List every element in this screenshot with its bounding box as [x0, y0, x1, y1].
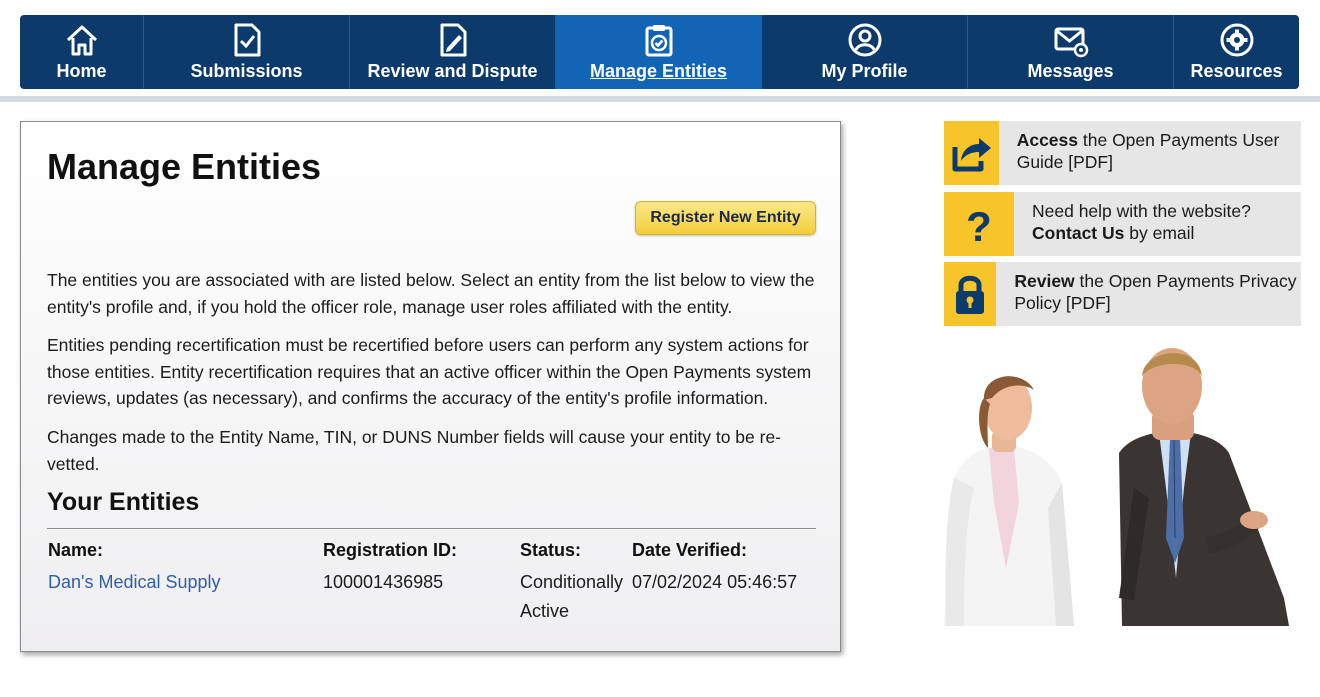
nav-resources-label: Resources — [1190, 61, 1283, 81]
entity-row-name — [48, 568, 221, 597]
your-entities-heading: Your Entities — [47, 488, 200, 516]
privacy-policy-link[interactable] — [944, 262, 1301, 326]
nav-messages-label: Messages — [1027, 61, 1114, 81]
entity-registration-id: 100001436985 — [323, 572, 444, 592]
register-new-entity-button[interactable]: Register New Entity — [635, 201, 816, 235]
entity-status: Conditionally Active — [520, 572, 624, 621]
gear-icon — [1218, 21, 1256, 59]
nav-submissions[interactable] — [144, 15, 350, 89]
user-guide-rest: the Open Payments User Guide [PDF] — [1016, 130, 1280, 172]
main-navigation — [20, 15, 1299, 89]
nav-review-dispute[interactable] — [350, 15, 556, 89]
nav-home[interactable] — [20, 15, 144, 89]
privacy-policy-text — [996, 262, 1301, 326]
nav-review-dispute-label: Review and Dispute — [367, 61, 538, 81]
svg-text:?: ? — [966, 203, 992, 248]
privacy-policy-bold: Review — [1014, 271, 1075, 291]
column-header-name: Name: — [48, 540, 104, 560]
user-guide-bold: Access — [1016, 130, 1079, 150]
user-circle-icon — [846, 21, 884, 59]
entity-date-verified: 07/02/2024 05:46:57 — [632, 572, 798, 592]
nav-submissions-label: Submissions — [190, 61, 303, 81]
column-header-registration-id: Registration ID: — [323, 540, 458, 560]
intro-paragraph: The entities you are associated with are listed below. Select an entity from the list below to view the entity's profile and, if you hold the officer role, manage user roles affiliated with the entity. — [47, 270, 815, 317]
nav-my-profile-label: My Profile — [821, 61, 908, 81]
contact-us-line1: Need help with the website? — [1032, 201, 1251, 221]
nav-manage-entities-label: Manage Entities — [589, 61, 728, 81]
nav-my-profile[interactable] — [762, 15, 968, 89]
section-divider — [47, 528, 816, 529]
contact-us-bold: Contact Us — [1032, 222, 1125, 243]
nav-resources[interactable] — [1174, 15, 1299, 89]
question-icon — [944, 192, 1014, 256]
document-edit-icon — [434, 21, 472, 59]
contact-us-rest: by email — [1124, 222, 1195, 243]
envelope-icon — [1052, 21, 1090, 59]
recertification-paragraph: Entities pending recertification must be recertified before users can perform any system actions for those entities. Entity recertification requires that an active officer within the Open Payments system reviews, updates (as necessary), and confirms the accuracy of the entity's profile information. — [47, 335, 812, 408]
user-guide-text — [999, 121, 1301, 185]
privacy-policy-rest: the Open Payments Privacy Policy [PDF] — [1014, 271, 1297, 313]
clipboard-check-icon — [640, 21, 678, 59]
nav-divider — [0, 96, 1320, 102]
column-header-date-verified: Date Verified: — [632, 540, 748, 560]
revetting-paragraph: Changes made to the Entity Name, TIN, or DUNS Number fields will cause your entity to be re-vetted. — [47, 427, 782, 474]
doctor-and-businessman-photo — [944, 338, 1301, 626]
nav-home-label: Home — [56, 61, 107, 81]
contact-us-link[interactable] — [944, 192, 1301, 256]
entity-name-link[interactable]: Dan's Medical Supply — [48, 572, 221, 592]
page-title: Manage Entities — [47, 146, 322, 187]
share-arrow-icon — [944, 121, 999, 185]
user-guide-link[interactable] — [944, 121, 1301, 185]
nav-messages[interactable] — [968, 15, 1174, 89]
manage-entities-panel — [20, 121, 841, 652]
column-header-status: Status: — [520, 540, 582, 560]
document-check-icon — [228, 21, 266, 59]
nav-manage-entities[interactable] — [556, 15, 762, 89]
home-icon — [63, 21, 101, 59]
contact-us-text — [1014, 192, 1251, 256]
lock-icon — [944, 262, 996, 326]
